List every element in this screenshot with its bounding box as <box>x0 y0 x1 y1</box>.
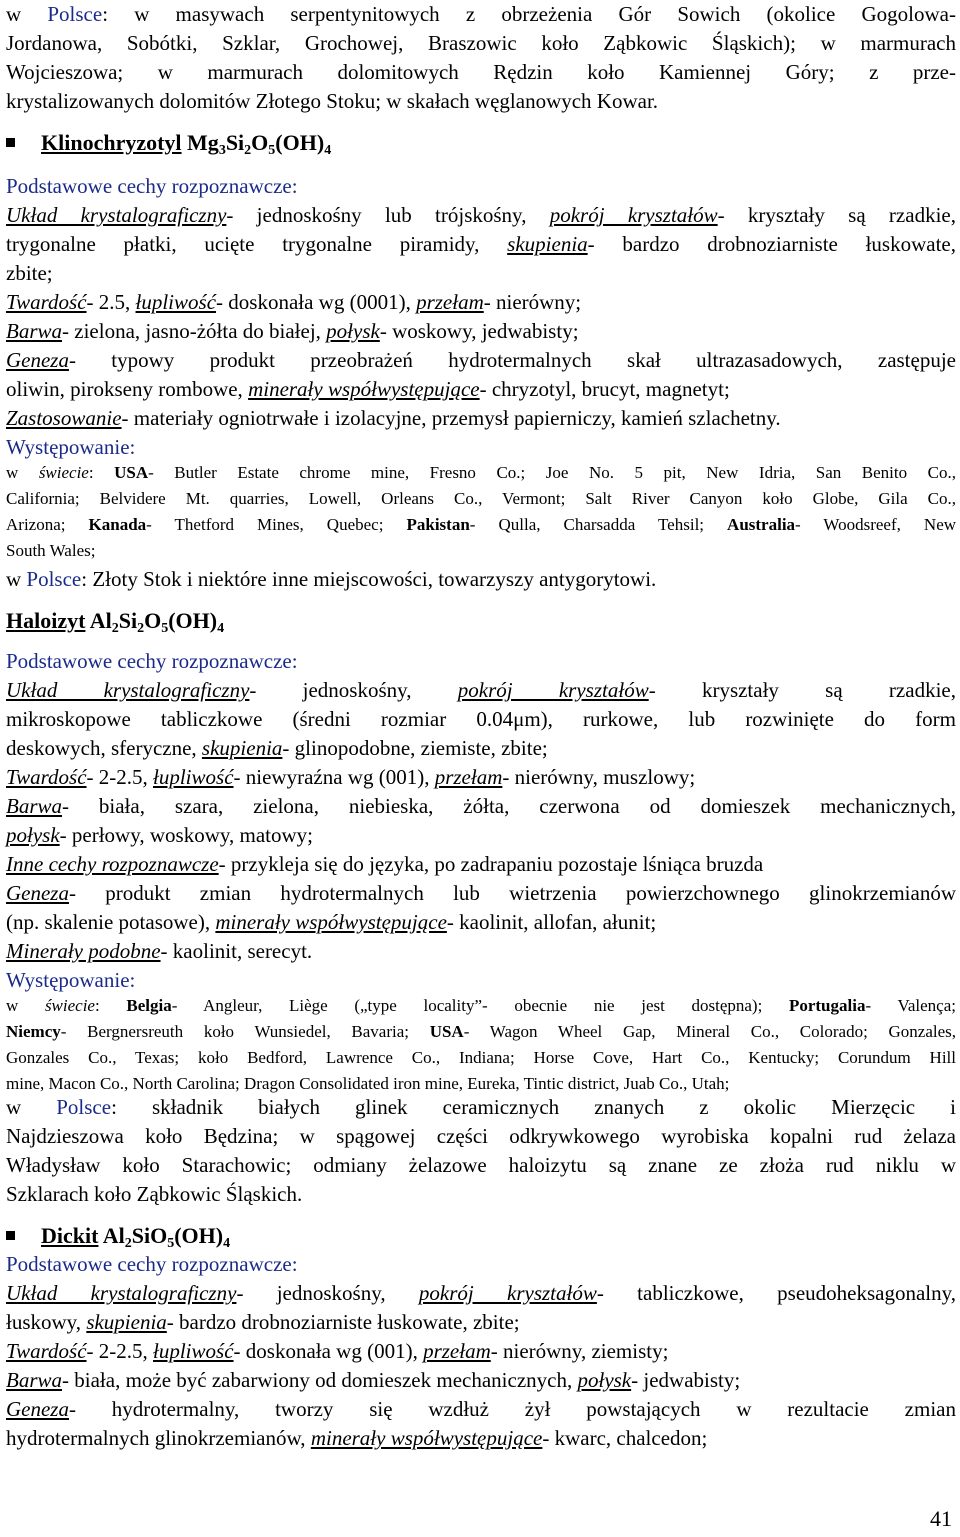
haloizyt-polska-1: w Polsce: składnik białych glinek ceramicznych znanych z okolic Mierzęcic i <box>6 1095 956 1119</box>
haloizyt-podobne: Minerały podobne- kaolinit, serecyt. <box>6 939 313 963</box>
klinochryzotyl-polska: w Polsce: Złoty Stok i niektóre inne miejscowości, towarzyszy antygorytowi. <box>6 567 657 591</box>
klinochryzotyl-swiat-1: w świecie: USA- Butler Estate chrome mine, Fresno Co.; Joe No. 5 pit, New Idria, San Benito Co., <box>6 463 956 482</box>
haloizyt-polska-2: Najdzieszowa koło Będzina; w spągowej części odkrywkowego wyrobiska kopalni rud żelaza <box>6 1124 956 1148</box>
klinochryzotyl-cechy-label: Podstawowe cechy rozpoznawcze: <box>6 174 298 198</box>
klinochryzotyl-swiat-2: California; Belvidere Mt. quarries, Lowell, Orleans Co., Vermont; Salt River Canyon koło Globe, Gila Co., <box>6 489 956 508</box>
haloizyt-barwa: Barwa- biała, szara, zielona, niebieska, żółta, czerwona od domieszek mechanicznych, <box>6 794 956 818</box>
haloizyt-geneza-2: (np. skalenie potasowe), minerały współwystępujące- kaolinit, allofan, ałunit; <box>6 910 657 934</box>
haloizyt-swiat-1: w świecie: Belgia- Angleur, Liège („type locality”- obecnie nie jest dostępna); Portugalia- Valença; <box>6 996 956 1015</box>
dickit-barwa: Barwa- biała, może być zabarwiony od domieszek mechanicznych, połysk- jedwabisty; <box>6 1368 741 1392</box>
haloizyt-polysk: połysk- perłowy, woskowy, matowy; <box>6 823 313 847</box>
intro-line-2: Jordanowa, Sobótki, Szklar, Grochowej, Braszowic koło Ząbkowic Śląskich); w marmurach <box>6 31 956 55</box>
dickit-geneza: Geneza- hydrotermalny, tworzy się wzdłuż żył powstających w rezultacie zmian <box>6 1397 956 1421</box>
klinochryzotyl-barwa: Barwa- zielona, jasno-żółta do białej, połysk- woskowy, jedwabisty; <box>6 319 579 343</box>
klinochryzotyl-heading: Klinochryzotyl $Mg_3Si_2O_5(OH)_4$ <box>6 128 956 157</box>
dickit-twardosc: Twardość- 2-2.5, łupliwość- doskonała wg (001), przełam- nierówny, ziemisty; <box>6 1339 669 1363</box>
intro-line-1: w Polsce: w masywach serpentynitowych z obrzeżenia Gór Sowich (okolice Gogolowa- <box>6 2 956 26</box>
haloizyt-inne: Inne cechy rozpoznawcze- przykleja się do języka, po zadrapaniu pozostaje lśniąca bruzda <box>6 852 764 876</box>
klinochryzotyl-uklad: Układ krystalograficzny- jednoskośny lub trójskośny, pokrój kryształów- kryształy są rzadkie, <box>6 203 956 227</box>
dickit-geneza-2: hydrotermalnych glinokrzemianów, minerały współwystępujące- kwarc, chalcedon; <box>6 1426 708 1450</box>
intro-line-3: Wojcieszowa; w marmurach dolomitowych Rędzin koło Kamiennej Góry; z prze- <box>6 60 956 84</box>
haloizyt-line-3: deskowych, sferyczne, skupienia- glinopodobne, ziemiste, zbite; <box>6 736 548 760</box>
klinochryzotyl-zastosowanie: Zastosowanie- materiały ogniotrwałe i izolacyjne, przemysł papierniczy, kamień szlachetny. <box>6 406 781 430</box>
haloizyt-line-2: mikroskopowe tabliczkowe (średni rozmiar 0.04μm), rurkowe, lub rozwinięte do form <box>6 707 956 731</box>
haloizyt-polska-4: Szklarach koło Ząbkowic Śląskich. <box>6 1182 303 1206</box>
klinochryzotyl-twardosc: Twardość- 2.5, łupliwość- doskonała wg (0001), przełam- nierówny; <box>6 290 582 314</box>
klinochryzotyl-line-2: trygonalne płatki, ucięte trygonalne piramidy, skupienia- bardzo drobnoziarniste łuskowate, <box>6 232 956 256</box>
haloizyt-wystepowanie-label: Występowanie: <box>6 968 136 992</box>
dickit-uklad: Układ krystalograficzny- jednoskośny, pokrój kryształów- tabliczkowe, pseudoheksagonalny, <box>6 1281 957 1305</box>
haloizyt-cechy-label: Podstawowe cechy rozpoznawcze: <box>6 649 298 673</box>
klinochryzotyl-swiat-4: South Wales; <box>6 541 96 560</box>
dickit-heading: Dickit $Al_2SiO_5(OH)_4$ <box>6 1221 956 1250</box>
page-number: 41 <box>930 1506 952 1531</box>
haloizyt-heading: Haloizyt $Al_2Si_2O_5(OH)_4$ <box>6 608 225 636</box>
haloizyt-uklad: Układ krystalograficzny- jednoskośny, pokrój kryształów- kryształy są rzadkie, <box>6 678 956 702</box>
haloizyt-swiat-2: Niemcy- Bergnersreuth koło Wunsiedel, Bavaria; USA- Wagon Wheel Gap, Mineral Co., Colorado; Gonzales, <box>6 1022 956 1041</box>
haloizyt-swiat-4: mine, Macon Co., North Carolina; Dragon Consolidated iron mine, Eureka, Tintic district, Juab Co., Utah; <box>6 1074 730 1093</box>
haloizyt-geneza: Geneza- produkt zmian hydrotermalnych lub wietrzenia powierzchownego glinokrzemianów <box>6 881 956 905</box>
haloizyt-polska-3: Władysław koło Starachowic; odmiany żelazowe haloizytu są znane ze złoża rud niklu w <box>6 1153 956 1177</box>
bullet-icon <box>6 1231 15 1240</box>
klinochryzotyl-geneza: Geneza- typowy produkt przeobrażeń hydrotermalnych skał ultrazasadowych, zastępuje <box>6 348 956 372</box>
klinochryzotyl-swiat-3: Arizona; Kanada- Thetford Mines, Quebec; Pakistan- Qulla, Charsadda Tehsil; Australia- Woodsreef, New <box>6 515 957 534</box>
dickit-line-2: łuskowy, skupienia- bardzo drobnoziarniste łuskowate, zbite; <box>6 1310 520 1334</box>
klinochryzotyl-wystepowanie-label: Występowanie: <box>6 435 136 459</box>
klinochryzotyl-geneza-2: oliwin, pirokseny rombowe, minerały współwystępujące- chryzotyl, brucyt, magnetyt; <box>6 377 730 401</box>
intro-line-4: krystalizowanych dolomitów Złotego Stoku; w skałach węglanowych Kowar. <box>6 89 659 113</box>
klinochryzotyl-line-3: zbite; <box>6 261 53 285</box>
bullet-icon <box>6 138 15 147</box>
dickit-cechy-label: Podstawowe cechy rozpoznawcze: <box>6 1252 298 1276</box>
haloizyt-swiat-3: Gonzales Co., Texas; koło Bedford, Lawrence Co., Indiana; Horse Cove, Hart Co., Kentucky; Corundum Hill <box>6 1048 956 1067</box>
haloizyt-twardosc: Twardość- 2-2.5, łupliwość- niewyraźna wg (001), przełam- nierówny, muszlowy; <box>6 765 696 789</box>
